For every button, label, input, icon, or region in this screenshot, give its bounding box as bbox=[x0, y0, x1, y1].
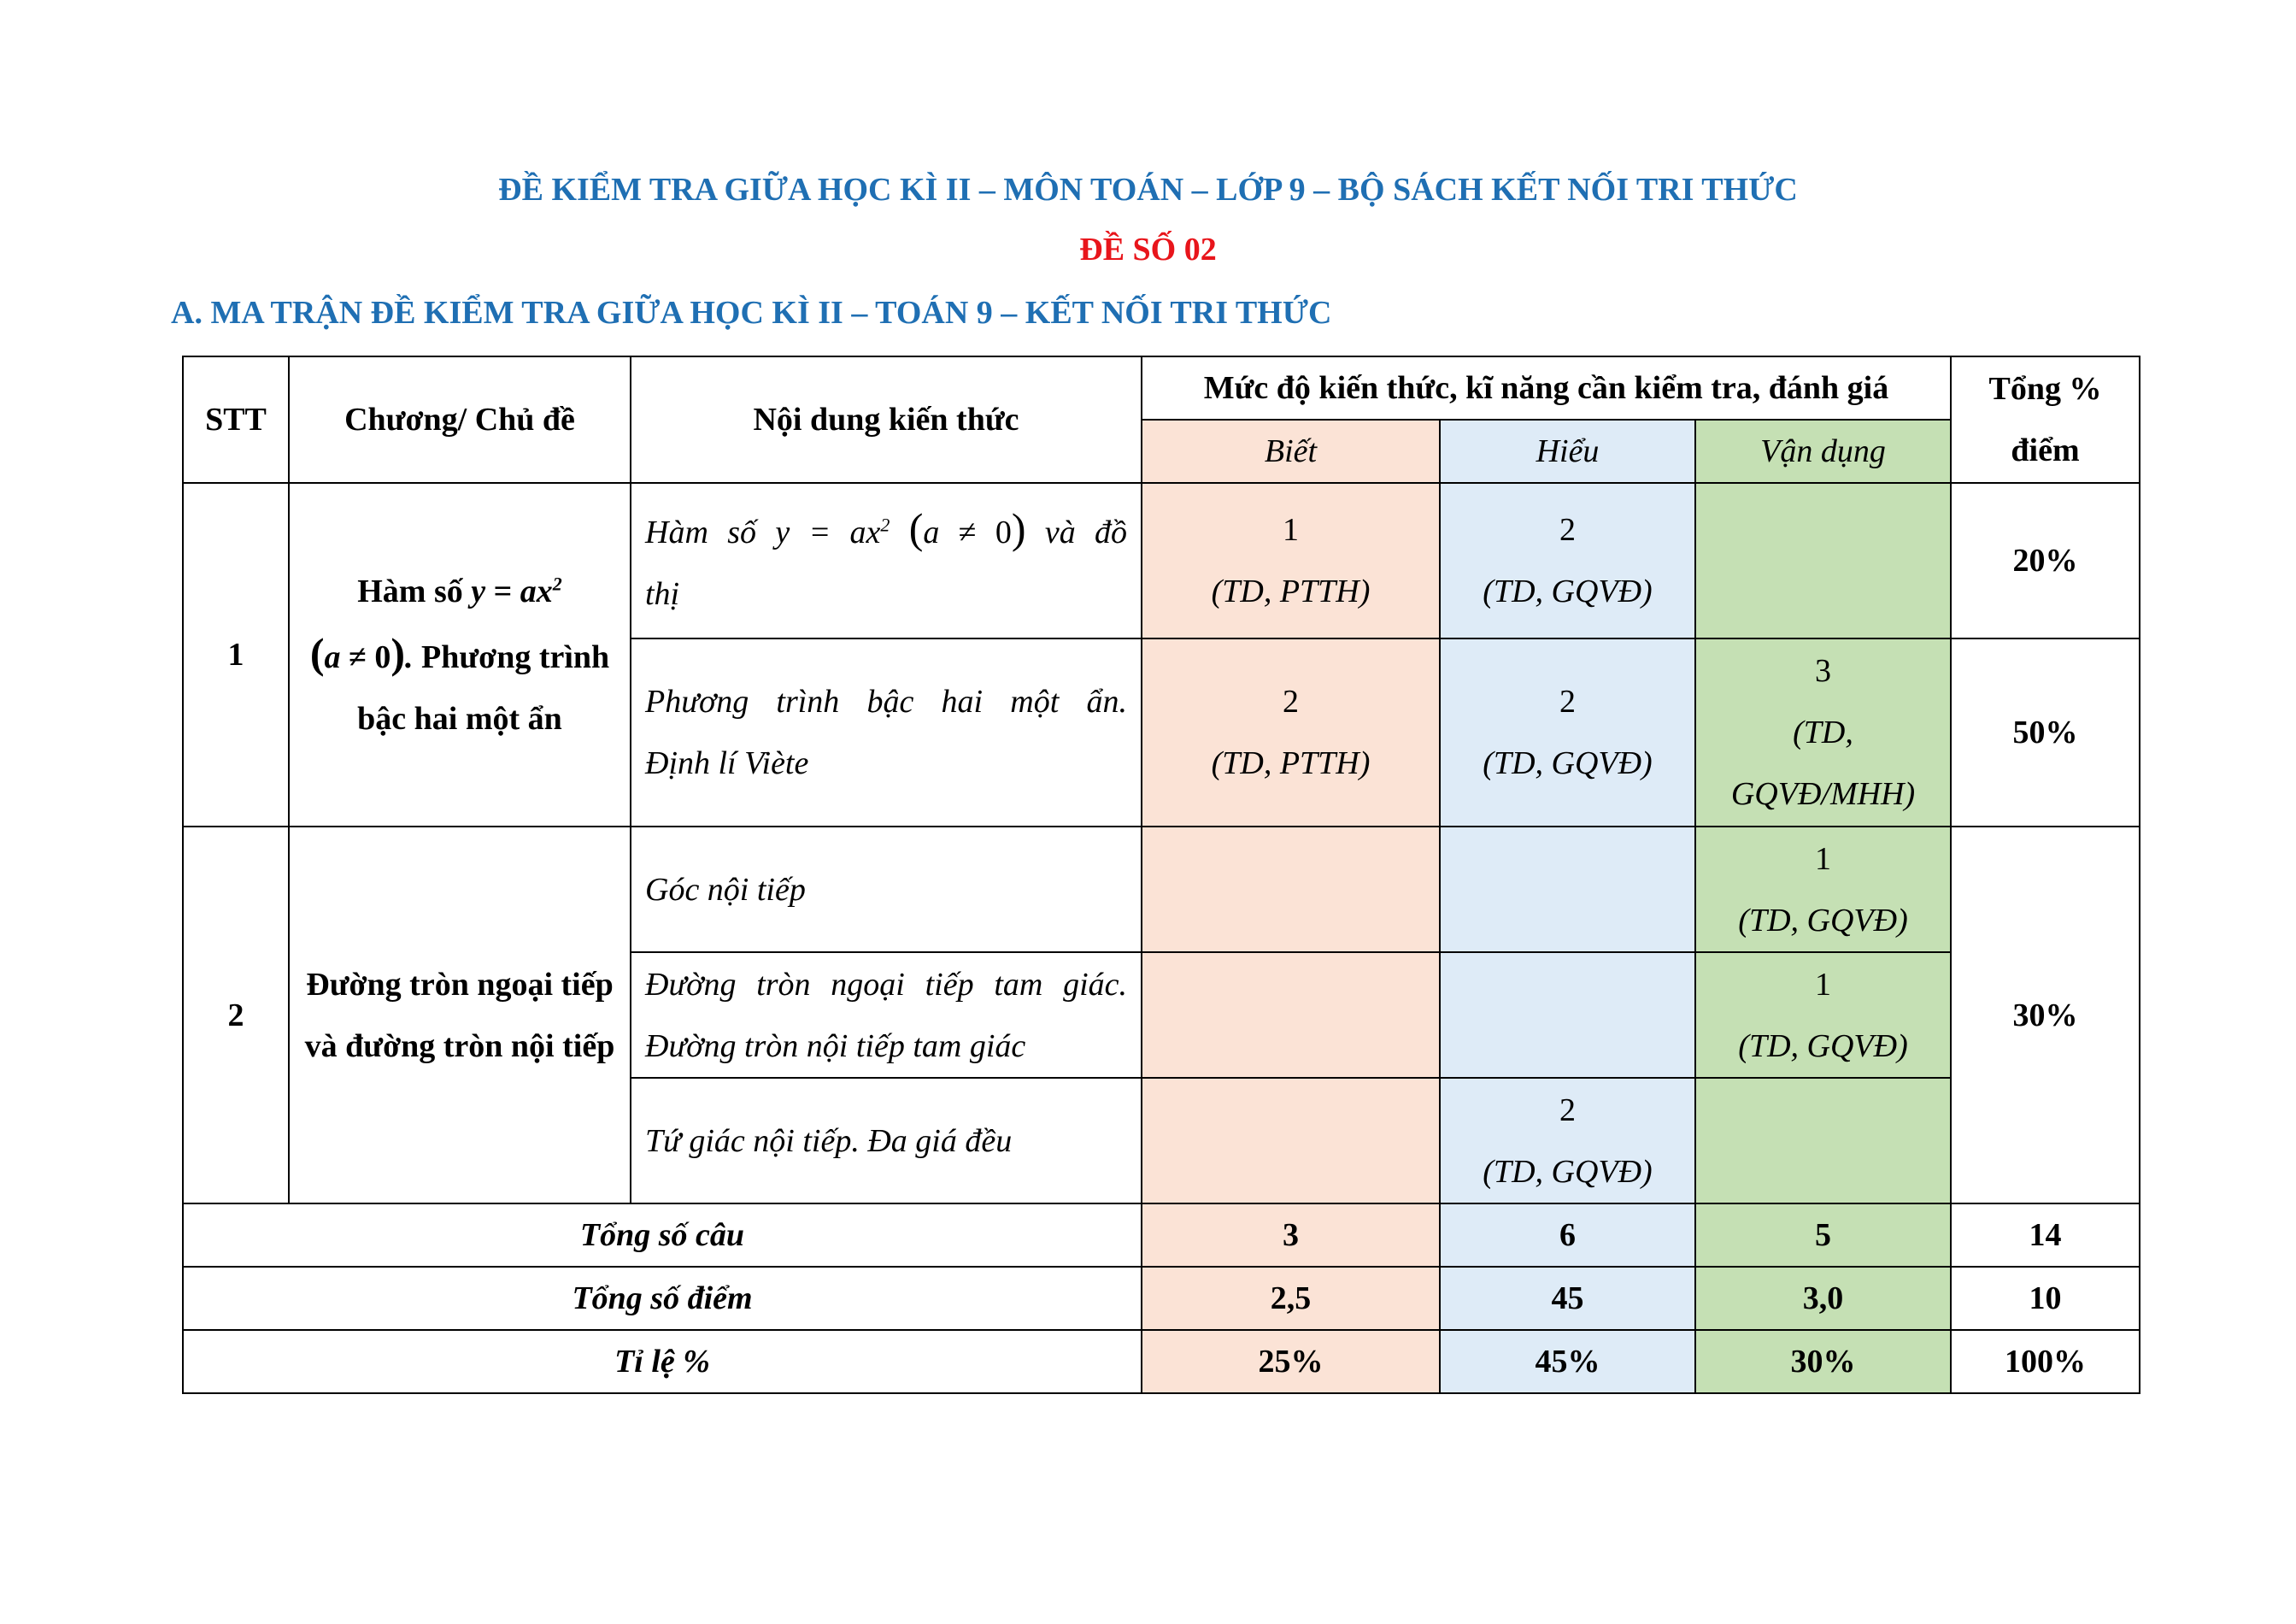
chapter-2: Đường tròn ngoại tiếp và đường tròn nội tiếp bbox=[289, 827, 631, 1203]
chapter-1-condition-line bbox=[303, 622, 616, 750]
matrix-table bbox=[182, 356, 2140, 1394]
content-2-2: Đường tròn ngoại tiếp tam giác. Đường tròn nội tiếp tam giác bbox=[631, 952, 1142, 1078]
cell-2-1-biet bbox=[1142, 827, 1440, 952]
summary-questions-hieu: 6 bbox=[1440, 1203, 1695, 1267]
summary-points-total: 10 bbox=[1951, 1267, 2140, 1330]
chapter-1-formula: $y = ax^2$ bbox=[471, 572, 562, 609]
summary-label-questions: Tổng số câu bbox=[183, 1203, 1142, 1267]
content-1-1-line2: thị bbox=[645, 575, 680, 612]
content-1-1 bbox=[631, 483, 1142, 638]
document-title: ĐỀ KIỂM TRA GIỮA HỌC KÌ II – MÔN TOÁN – LỚP 9 – BỘ SÁCH KẾT NỐI TRI THỨC bbox=[498, 172, 1798, 208]
exam-number: ĐỀ SỐ 02 bbox=[1079, 232, 1217, 268]
header-total-percent bbox=[1951, 356, 2140, 483]
chapter-1-prefix: Hàm số bbox=[357, 573, 463, 609]
summary-label-points: Tổng số điểm bbox=[183, 1267, 1142, 1330]
summary-questions-biet: 3 bbox=[1142, 1203, 1440, 1267]
header-total-percent-line2: điểm bbox=[2011, 432, 2080, 468]
summary-points-vd: 3,0 bbox=[1695, 1267, 1951, 1330]
header-level-group: Mức độ kiến thức, kĩ năng cần kiểm tra, đánh giá bbox=[1142, 356, 1951, 420]
chapter-1 bbox=[289, 483, 631, 827]
content-2-3: Tứ giác nội tiếp. Đa giá đều bbox=[631, 1078, 1142, 1203]
stt-1: 1 bbox=[183, 483, 289, 827]
total-1-2: 50% bbox=[1951, 638, 2140, 827]
summary-ratio-biet: 25% bbox=[1142, 1330, 1440, 1393]
chapter-1-formula-line bbox=[303, 561, 616, 622]
header-chapter: Chương/ Chủ đề bbox=[289, 356, 631, 483]
summary-questions-vd: 5 bbox=[1695, 1203, 1951, 1267]
summary-points-hieu: 45 bbox=[1440, 1267, 1695, 1330]
cell-2-2-biet bbox=[1142, 952, 1440, 1078]
header-stt: STT bbox=[183, 356, 289, 483]
summary-ratio-total: 100% bbox=[1951, 1330, 2140, 1393]
header-total-percent-line1: Tổng % bbox=[1988, 371, 2102, 407]
cell-2-3-biet bbox=[1142, 1078, 1440, 1203]
summary-points-biet: 2,5 bbox=[1142, 1267, 1440, 1330]
stt-2: 2 bbox=[183, 827, 289, 1203]
content-1-1-line1: Hàm số $y = ax^2$ (a ≠ 0) và đồ bbox=[645, 503, 1128, 552]
header-content: Nội dung kiến thức bbox=[631, 356, 1142, 483]
header-van-dung: Vận dụng bbox=[1695, 420, 1951, 483]
total-1-1: 20% bbox=[1951, 483, 2140, 638]
cell-1-1-biet: 1 (TD, PTTH) bbox=[1142, 483, 1440, 638]
cell-2-3-hieu: 2 (TD, GQVĐ) bbox=[1440, 1078, 1695, 1203]
summary-questions-total: 14 bbox=[1951, 1203, 2140, 1267]
summary-label-ratio: Tỉ lệ % bbox=[183, 1330, 1142, 1393]
cell-1-2-hieu: 2 (TD, GQVĐ) bbox=[1440, 638, 1695, 827]
content-1-1-formula: $y = ax^2$ (a ≠ 0) bbox=[775, 503, 1026, 552]
summary-ratio-vd: 30% bbox=[1695, 1330, 1951, 1393]
cell-2-2-hieu bbox=[1440, 952, 1695, 1078]
cell-2-2-vd: 1 (TD, GQVĐ) bbox=[1695, 952, 1951, 1078]
chapter-1-suffix: Phương trình bậc hai một ẩn bbox=[357, 638, 610, 737]
cell-2-1-hieu bbox=[1440, 827, 1695, 952]
chapter-1-condition: (a ≠ 0). bbox=[309, 628, 414, 677]
cell-1-1-vd bbox=[1695, 483, 1951, 638]
header-biet: Biết bbox=[1142, 420, 1440, 483]
summary-ratio-hieu: 45% bbox=[1440, 1330, 1695, 1393]
cell-1-1-hieu: 2 (TD, GQVĐ) bbox=[1440, 483, 1695, 638]
content-1-2: Phương trình bậc hai một ẩn. Định lí Viète bbox=[631, 638, 1142, 827]
header-hieu: Hiểu bbox=[1440, 420, 1695, 483]
content-2-1: Góc nội tiếp bbox=[631, 827, 1142, 952]
cell-1-2-biet: 2 (TD, PTTH) bbox=[1142, 638, 1440, 827]
total-2: 30% bbox=[1951, 827, 2140, 1203]
cell-2-1-vd: 1 (TD, GQVĐ) bbox=[1695, 827, 1951, 952]
cell-1-2-vd: 3 (TD, GQVĐ/MHH) bbox=[1695, 638, 1951, 827]
section-title: A. MA TRẬN ĐỀ KIỂM TRA GIỮA HỌC KÌ II – TOÁN 9 – KẾT NỐI TRI THỨC bbox=[171, 295, 1332, 331]
cell-2-3-vd bbox=[1695, 1078, 1951, 1203]
